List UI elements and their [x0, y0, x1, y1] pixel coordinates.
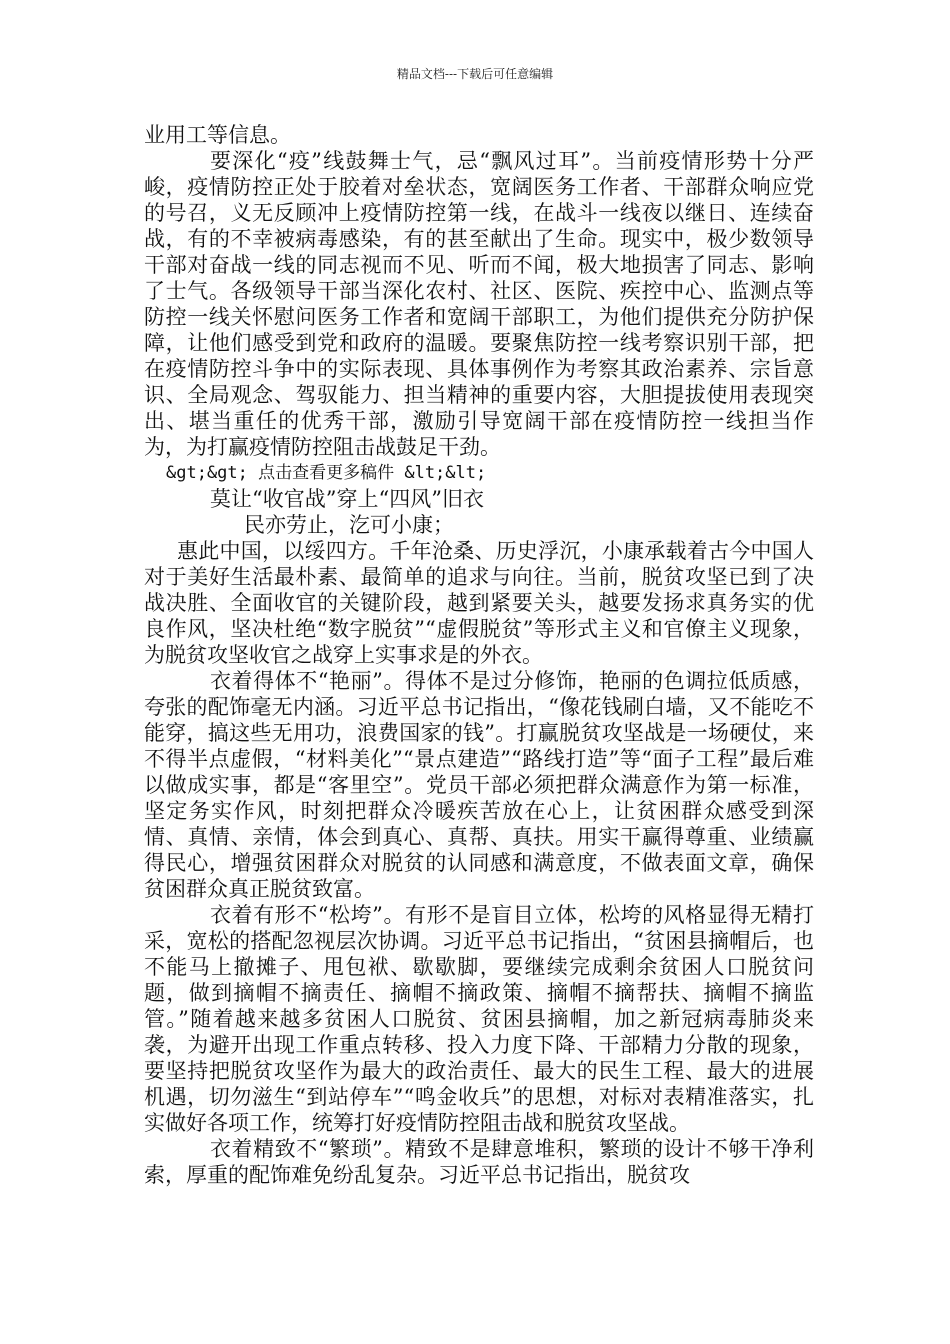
paragraph-refined-attire: 衣着精致不“繁琐”。精致不是肆意堆积，繁琐的设计不够干净利索，厚重的配饰难免纷乱复杂。习近平总书记指出，脱贫攻: [144, 1137, 814, 1187]
paragraph-epidemic-morale: 要深化“疫”线鼓舞士气，忌“飘风过耳”。当前疫情形势十分严峻，疫情防控正处于胶着对垒状态，宽阔医务工作者、干部群众响应党的号召，义无反顾冲上疫情防控第一线，在战斗一线夜以继日、连续奋战，有的不幸被病毒感染，有的甚至献出了生命。现实中，极少数领导干部对奋战一线的同志视而不见、听而不闻，极大地损害了同志、影响了士气。各级领导干部当深化农村、社区、医院、疾控中心、监测点等防控一线关怀慰问医务工作者和宽阔干部职工，为他们提供充分防护保障，让他们感受到党和政府的温暖。要聚焦防控一线考察识别干部，把在疫情防控斗争中的实际表现、具体事例作为考察其政治素养、宗旨意识、全局观念、驾驭能力、担当精神的重要内容，大胆提拔使用表现突出、堪当重任的优秀干部，激励引导宽阔干部在疫情防控一线担当作为，为打赢疫情防控阻击战鼓足干劲。: [144, 149, 814, 459]
paragraph-appropriate-attire: 衣着得体不“艳丽”。得体不是过分修饰，艳丽的色调拉低质感，夸张的配饰毫无内涵。习近平总书记指出，“像花钱刷白墙，又不能吃不能穿，搞这些无用功，浪费国家的钱”。打赢脱贫攻坚战是一场硬仗，来不得半点虚假，“材料美化”“景点建造”“路线打造”等“面子工程”最后难以做成实事，都是“客里空”。党员干部必须把群众满意作为第一标准，坚定务实作风，时刻把群众冷暖疾苦放在心上，让贫困群众感受到深情、真情、亲情，体会到真心、真帮、真扶。用实干赢得尊重、业绩赢得民心，增强贫困群众对脱贫的认同感和满意度，不做表面文章，确保贫困群众真正脱贫致富。: [144, 669, 814, 901]
poem-line: 民亦劳止，汔可小康；: [244, 513, 454, 537]
article-title: 莫让“收官战”穿上“四风”旧衣: [210, 487, 484, 511]
more-articles-link[interactable]: &gt;&gt; 点击查看更多稿件 &lt;&lt;: [166, 463, 487, 483]
paragraph-shaped-attire: 衣着有形不“松垮”。有形不是盲目立体，松垮的风格显得无精打采，宽松的搭配忽视层次协调。习近平总书记指出，“贫困县摘帽后，也不能马上撤摊子、甩包袱、歇歇脚，要继续完成剩余贫困人口脱贫问题，做到摘帽不摘责任、摘帽不摘政策、摘帽不摘帮扶、摘帽不摘监管。”随着越来越多贫困人口脱贫、贫困县摘帽，加之新冠病毒肺炎来袭，为避开出现工作重点转移、投入力度下降、干部精力分散的现象，要坚持把脱贫攻坚作为最大的政治责任、最大的民生工程、最大的进展机遇，切勿滋生“到站停车”“鸣金收兵”的思想，对标对表精准落实，扎实做好各项工作，统筹打好疫情防控阻击战和脱贫攻坚战。: [144, 903, 814, 1135]
page-header: 精品文档---下载后可任意编辑: [396, 67, 554, 81]
paragraph-intro: 惠此中国，以绥四方。千年沧桑、历史浮沉，小康承载着古今中国人对于美好生活最朴素、最简单的追求与向往。当前，脱贫攻坚已到了决战决胜、全面收官的关键阶段，越到紧要关头，越要发扬求真务实的优良作风，坚决杜绝“数字脱贫”“虚假脱贫”等形式主义和官僚主义现象，为脱贫攻坚收官之战穿上实事求是的外衣。: [144, 539, 814, 667]
document-body: [144, 122, 814, 1188]
paragraph-continuation: 业用工等信息。: [144, 123, 291, 147]
